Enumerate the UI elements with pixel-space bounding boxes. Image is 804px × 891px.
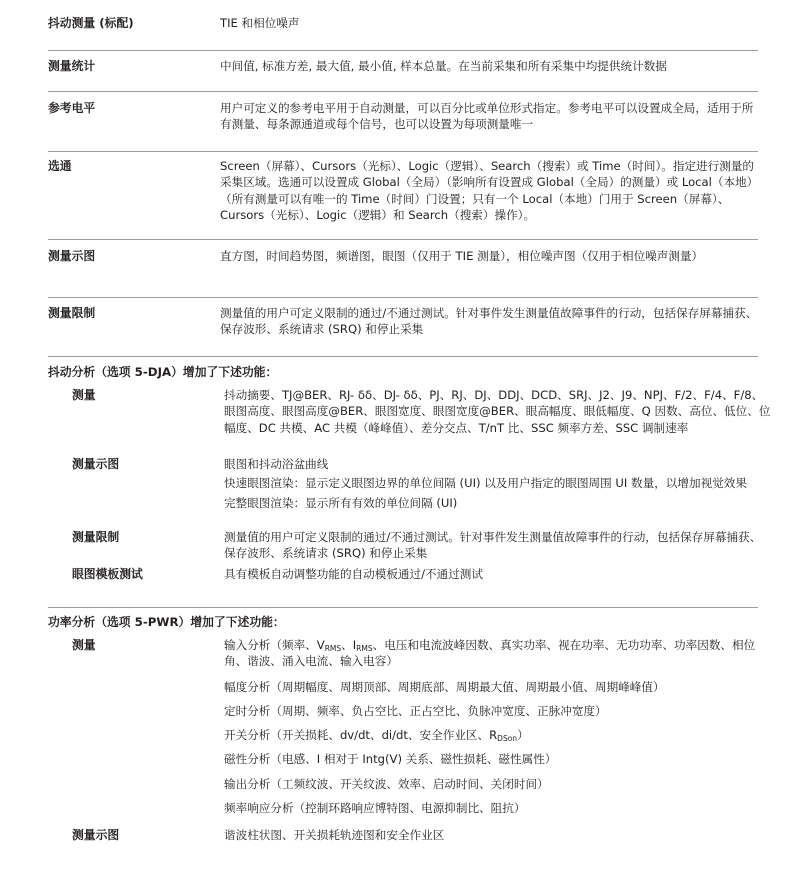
plot-line: 快速眼图渲染：显示定义眼图边界的单位间隔 (UI) 以及用户指定的眼图周围 UI 数量，以增加视觉效果 (224, 476, 747, 491)
row-label: 参考电平 (48, 101, 96, 115)
sub-label: 测量限制 (72, 530, 120, 544)
power-output-analysis: 输出分析（工频纹波、开关纹波、效率、启动时间、关闭时间） (224, 777, 549, 791)
divider (48, 91, 758, 92)
divider (48, 607, 758, 608)
plot-line: 眼图和抖动浴盆曲线 (224, 457, 329, 471)
row-label: 测量限制 (48, 306, 96, 320)
divider (48, 151, 758, 152)
row-label: 选通 (48, 159, 72, 173)
divider (48, 356, 758, 357)
sub-text: 谐波柱状图、开关损耗轨迹图和安全作业区 (224, 828, 445, 842)
text-part: 输入分析（频率、V (224, 638, 325, 652)
row-text: Screen（屏幕）、Cursors（光标）、Logic（逻辑）、Search（搜索）或 Time（时间）。指定进行测量的采集区域。选通可以设置成 Global（全局）（影响所有设置成 Global（全局）的测量）或 Local（本地）（所有测量可以有唯一的 Time（时间）门设置；只有一个 Local（本地）门用于 Screen（屏幕）、Cursors（光标）、Logic（逻辑）和 Search（搜索）操作）。 (220, 159, 759, 222)
power-input-analysis (224, 637, 772, 670)
divider (48, 50, 758, 51)
sub-label: 测量 (72, 638, 96, 652)
sub-label: 眼图模板测试 (72, 567, 143, 581)
text-part: 、I (341, 638, 357, 652)
power-amplitude-analysis: 幅度分析（周期幅度、周期顶部、周期底部、周期最大值、周期最小值、周期峰峰值） (224, 680, 665, 694)
plot-line: 完整眼图渲染：显示所有有效的单位间隔 (UI) (224, 495, 458, 510)
row-text: 测量值的用户可定义限制的通过/不通过测试。针对事件发生测量值故障事件的行动，包括保存屏幕捕获、保存波形、系统请求 (SRQ) 和停止采集 (220, 306, 758, 337)
power-switching-analysis (224, 727, 769, 743)
sub-text: 抖动摘要、TJ@BER、RJ- δδ、DJ- δδ、PJ、RJ、DJ、DDJ、DCD、SRJ、J2、J9、NPJ、F/2、F/4、F/8、眼图高度、眼图高度@BER、眼图宽度、眼图宽度@BER、眼高幅度、眼低幅度、Q 因数、高位、低位、位幅度、DC 共模、AC 共模（峰峰值）、差分交点、T/nT 比、SSC 频率方差、SSC 调制速率 (224, 388, 771, 435)
text-part: 开关分析（开关损耗、dv/dt、di/dt、安全作业区、R (224, 728, 498, 742)
divider (48, 239, 758, 240)
jitter-section-heading: 抖动分析（选项 5-DJA）增加了下述功能： (48, 365, 278, 379)
sub-label: 测量示图 (72, 828, 120, 842)
row-text: TIE 和相位噪声 (220, 16, 300, 30)
row-label: 测量统计 (48, 59, 96, 73)
sub-text: 具有模板自动调整功能的自动模板通过/不通过测试 (224, 567, 483, 581)
sub-text: 测量值的用户可定义限制的通过/不通过测试。针对事件发生测量值故障事件的行动，包括保存屏幕捕获、保存波形、系统请求 (SRQ) 和停止采集 (224, 530, 762, 561)
power-section-heading: 功率分析（选项 5-PWR）增加了下述功能： (48, 615, 285, 629)
text-part: 、电压和电流波峰因数、真实功率、视在功率、无功功率、功率因数、相位角、谐波、涌入电流、输入电容） (224, 638, 756, 669)
power-timing-analysis: 定时分析（周期、频率、负占空比、正占空比、负脉冲宽度、正脉冲宽度） (224, 704, 607, 718)
power-magnetic-analysis: 磁性分析（电感、I 相对于 Intg(V) 关系、磁性损耗、磁性属性） (224, 752, 557, 766)
row-text: 用户可定义的参考电平用于自动测量，可以百分比或单位形式指定。参考电平可以设置成全局，适用于所有测量、每条源通道或每个信号，也可以设置为每项测量唯一 (220, 101, 754, 132)
sub-label: 测量示图 (72, 457, 120, 471)
row-text: 直方图，时间趋势图，频谱图，眼图（仅用于 TIE 测量），相位噪声图（仅用于相位噪声测量） (220, 249, 704, 263)
row-label: 测量示图 (48, 249, 96, 263)
subscript: DSon (497, 734, 518, 743)
sub-text-list (224, 456, 772, 511)
power-frequency-response: 频率响应分析（控制环路响应博特图、电源抑制比、阻抗） (224, 801, 526, 815)
text-part: ） (517, 728, 529, 742)
subscript: RMS (324, 644, 342, 653)
divider (48, 297, 758, 298)
subscript: RMS (356, 644, 373, 653)
row-text: 中间值, 标准方差, 最大值, 最小值, 样本总量。在当前采集和所有采集中均提供统计数据 (220, 59, 667, 73)
sub-label: 测量 (72, 388, 96, 402)
row-label: 抖动测量 (标配) (48, 16, 134, 30)
